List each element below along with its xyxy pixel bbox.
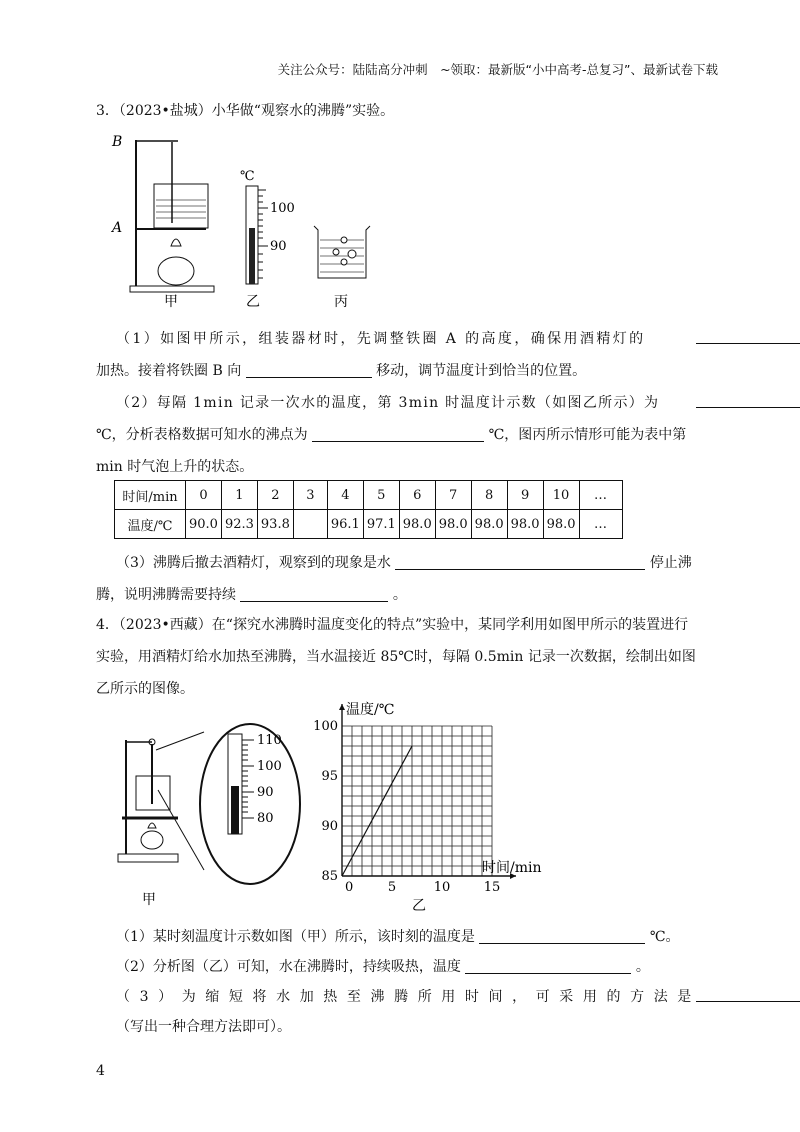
q4-label-yi: 乙 bbox=[412, 898, 426, 914]
unit-label: ℃ bbox=[240, 169, 255, 184]
table-cell: 1 bbox=[221, 481, 257, 510]
table-cell: … bbox=[579, 481, 622, 510]
table-cell: 7 bbox=[435, 481, 471, 510]
x-tick-label: 10 bbox=[433, 880, 451, 895]
chart-xlabel: 时间/min bbox=[482, 860, 542, 876]
y-tick-label: 95 bbox=[321, 769, 338, 784]
q4-p2-pre: （2）分析图（乙）可知，水在沸腾时，持续吸热，温度 bbox=[116, 959, 461, 975]
q3-part1-line2 bbox=[96, 360, 586, 380]
q3-p3a-pre: （3）沸腾后撤去酒精灯，观察到的现象是水 bbox=[116, 555, 391, 571]
table-header-time: 时间/min bbox=[115, 481, 186, 510]
chart-grid bbox=[342, 726, 492, 876]
thermometer-yi bbox=[240, 169, 295, 284]
table-cell: 2 bbox=[257, 481, 293, 510]
q4-part1 bbox=[116, 926, 679, 946]
label-yi: 乙 bbox=[246, 294, 260, 310]
tick-100: 100 bbox=[270, 201, 295, 216]
table-cell: 90.0 bbox=[186, 510, 222, 539]
table-cell: 98.0 bbox=[435, 510, 471, 539]
q4-p3-text: （3）为缩短将水加热至沸腾所用时间，可采用的方法是 bbox=[116, 989, 701, 1005]
q3-part3-line1 bbox=[116, 552, 692, 572]
series-line bbox=[342, 746, 412, 876]
table-cell: 4 bbox=[327, 481, 363, 510]
table-cell-empty[interactable] bbox=[293, 510, 327, 539]
table-cell: 98.0 bbox=[399, 510, 435, 539]
zoom-tick-90: 90 bbox=[257, 785, 274, 800]
table-cell: 8 bbox=[471, 481, 507, 510]
q3-p2a-text: （2）每隔 1min 记录一次水的温度，第 3min 时温度计示数（如图乙所示）为 bbox=[116, 395, 660, 411]
zoom-tick-100: 100 bbox=[257, 759, 282, 774]
x-tick-label: 15 bbox=[483, 880, 501, 895]
q4-title: 4．（2023•西藏）在“探究水沸腾时温度变化的特点”实验中，某同学利用如图甲所示的装置进行 bbox=[96, 617, 689, 633]
table-cell: 9 bbox=[507, 481, 543, 510]
page-number: 4 bbox=[96, 1063, 105, 1079]
x-tick-label: 0 bbox=[345, 880, 354, 895]
q4-part2 bbox=[116, 956, 650, 976]
q3-p1a-text: （1）如图甲所示，组装器材时，先调整铁圈 A 的高度，确保用酒精灯的 bbox=[116, 331, 646, 347]
q3-figure bbox=[108, 128, 408, 310]
y-axis-arrow bbox=[339, 704, 345, 710]
table-row-temp bbox=[115, 510, 623, 539]
chart-series bbox=[342, 746, 412, 876]
zoom-tick-80: 80 bbox=[257, 811, 274, 826]
zoom-tick-110: 110 bbox=[257, 733, 282, 748]
chart-ylabel: 温度/℃ bbox=[346, 702, 395, 718]
q3-part2-line2 bbox=[96, 424, 686, 444]
q3-blank-3[interactable] bbox=[696, 393, 800, 408]
q4-p2-post: 。 bbox=[635, 959, 650, 975]
magnify-circle bbox=[200, 724, 300, 884]
q3-data-table bbox=[114, 480, 623, 539]
q4-part3 bbox=[116, 986, 701, 1006]
q3-blank-6[interactable] bbox=[240, 587, 388, 602]
q4-apparatus bbox=[118, 739, 178, 862]
label-bing: 丙 bbox=[334, 294, 348, 310]
beaker-bing bbox=[314, 226, 370, 278]
table-cell: 98.0 bbox=[507, 510, 543, 539]
label-A: A bbox=[112, 220, 123, 236]
q3-p1b-pre: 加热。接着将铁圈 B 向 bbox=[96, 363, 242, 379]
table-cell: 5 bbox=[363, 481, 399, 510]
q3-p2b-post: ℃，图丙所示情形可能为表中第 bbox=[488, 427, 687, 443]
tick-90: 90 bbox=[270, 239, 287, 254]
q4-label-jia: 甲 bbox=[142, 892, 156, 908]
table-cell: 10 bbox=[543, 481, 579, 510]
table-cell: 98.0 bbox=[471, 510, 507, 539]
q4-p1-pre: （1）某时刻温度计示数如图（甲）所示，该时刻的温度是 bbox=[116, 929, 475, 945]
alcohol-lamp bbox=[158, 257, 194, 285]
q3-p3b-post: 。 bbox=[392, 587, 407, 603]
q3-p3a-post: 停止沸 bbox=[649, 555, 692, 571]
q4-blank-1[interactable] bbox=[479, 929, 645, 944]
table-cell: 93.8 bbox=[257, 510, 293, 539]
q3-blank-1[interactable] bbox=[696, 329, 800, 344]
q4-p1-post: ℃。 bbox=[649, 929, 680, 945]
y-tick-label: 100 bbox=[313, 719, 338, 734]
table-cell: 6 bbox=[399, 481, 435, 510]
y-tick-label: 85 bbox=[321, 869, 338, 884]
q4-line2: 实验，用酒精灯给水加热至沸腾，当水温接近 85℃时，每隔 0.5min 记录一次数据，绘制出如图 bbox=[96, 649, 696, 665]
q3-p3b-pre: 腾，说明沸腾需要持续 bbox=[96, 587, 236, 603]
flame bbox=[171, 239, 181, 246]
apparatus-jia bbox=[110, 134, 214, 292]
q3-blank-2[interactable] bbox=[246, 363, 372, 378]
q4-chart bbox=[310, 696, 542, 918]
table-cell: 97.1 bbox=[363, 510, 399, 539]
table-cell: 96.1 bbox=[327, 510, 363, 539]
label-B: B bbox=[112, 134, 123, 150]
table-cell: 3 bbox=[293, 481, 327, 510]
q3-part2-line1 bbox=[116, 392, 659, 412]
q3-p2b-pre: ℃，分析表格数据可知水的沸点为 bbox=[96, 427, 308, 443]
q3-part1-line1 bbox=[116, 328, 646, 348]
q4-line3: 乙所示的图像。 bbox=[96, 681, 194, 697]
q3-p1b-post: 移动，调节温度计到恰当的位置。 bbox=[376, 363, 587, 379]
q4-blank-3[interactable] bbox=[696, 987, 800, 1002]
q4-part3b: （写出一种合理方法即可）。 bbox=[116, 1019, 291, 1035]
q4-thermometer-zoom bbox=[228, 733, 282, 834]
q3-title: 3．（2023•盐城）小华做“观察水的沸腾”实验。 bbox=[96, 103, 395, 119]
page-header: 关注公众号：陆陆高分冲刺 ~领取：最新版“小中高考-总复习”、最新试卷下载 bbox=[277, 62, 718, 77]
table-cell: 0 bbox=[186, 481, 222, 510]
table-cell: 98.0 bbox=[543, 510, 579, 539]
q3-blank-5[interactable] bbox=[395, 555, 645, 570]
table-row-time bbox=[115, 481, 623, 510]
table-cell: … bbox=[579, 510, 622, 539]
chart-axes bbox=[339, 704, 516, 879]
table-cell: 92.3 bbox=[221, 510, 257, 539]
q3-blank-4[interactable] bbox=[312, 427, 484, 442]
q4-blank-2[interactable] bbox=[465, 959, 631, 974]
stand-base bbox=[130, 286, 214, 292]
q4-figure-jia bbox=[112, 720, 312, 910]
q3-part3-line2 bbox=[96, 584, 407, 604]
x-tick-label: 5 bbox=[387, 880, 397, 895]
label-jia: 甲 bbox=[164, 294, 178, 310]
q3-part2-line3: min 时气泡上升的状态。 bbox=[96, 459, 254, 475]
table-header-temp: 温度/℃ bbox=[115, 510, 186, 539]
y-tick-label: 90 bbox=[321, 819, 338, 834]
